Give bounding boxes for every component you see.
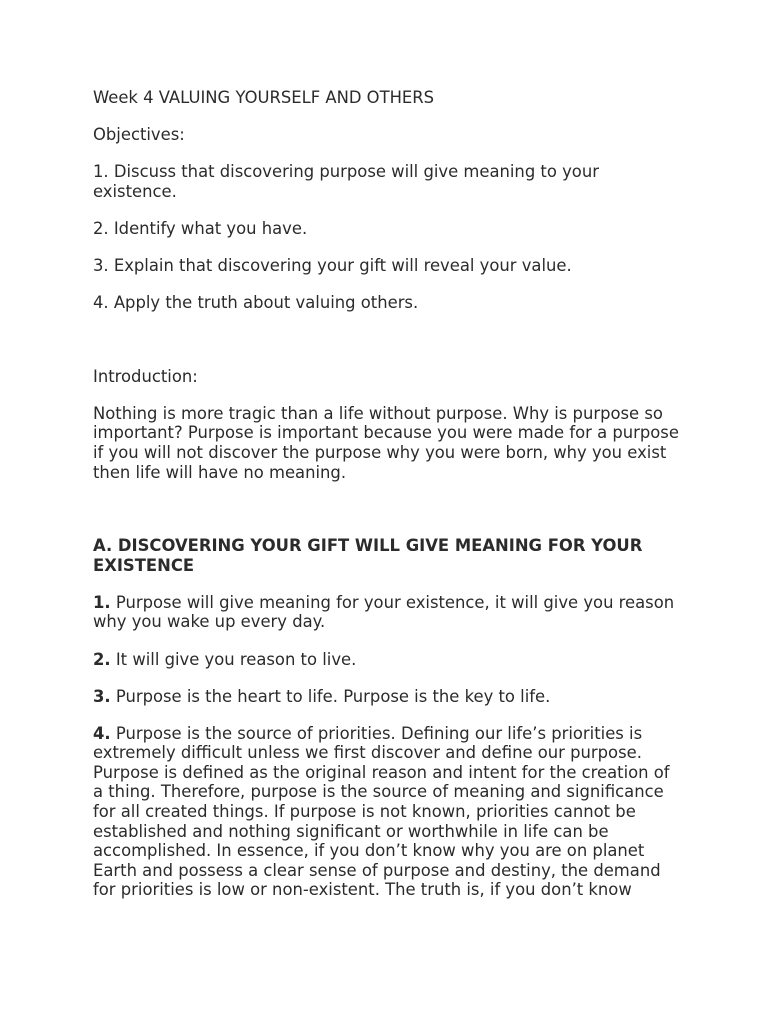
document-page [93,88,683,918]
objective-item: 2. Identify what you have. [93,218,308,238]
point-number: 3. [93,686,111,706]
section-point [93,687,683,707]
section-point [93,593,683,632]
objective-item: 1. Discuss that discovering purpose will give meaning to your existence. [93,162,599,201]
point-text: It will give you reason to live. [110,649,357,669]
section-a-heading: A. DISCOVERING YOUR GIFT WILL GIVE MEANING FOR YOUR EXISTENCE [93,536,643,575]
objective-item: 4. Apply the truth about valuing others. [93,293,419,313]
introduction-text: Nothing is more tragic than a life without purpose. Why is purpose so important? Purpose is important because you were made for a purpose if you will not discover the purpose why you were born, why you exist then life will have no meaning. [93,403,679,482]
section-point [93,650,683,670]
introduction-label: Introduction: [93,366,198,386]
point-number: 4. [93,723,111,743]
point-number: 2. [93,649,111,669]
point-number: 1. [93,592,111,612]
section-point [93,724,683,900]
objective-item: 3. Explain that discovering your gift will reveal your value. [93,255,572,275]
document-title: Week 4 VALUING YOURSELF AND OTHERS [93,88,435,107]
point-text: Purpose is the source of priorities. Defining our life’s priorities is extremely difficult unless we first discover and define our purpose. Purpose is defined as the original reason and intent for the creation of a thing. Therefore, purpose is the source of meaning and significance for all created things. If purpose is not known, priorities cannot be established and nothing significant or worthwhile in life can be accomplished. In essence, if you don’t know why you are on planet Earth and possess a clear sense of purpose and destiny, the demand for priorities is low or non-existent. The truth is, if you don’t know [93,723,670,900]
objectives-label: Objectives: [93,125,185,145]
point-text: Purpose will give meaning for your existence, it will give you reason why you wake up every day. [93,592,675,632]
point-text: Purpose is the heart to life. Purpose is the key to life. [110,686,551,706]
